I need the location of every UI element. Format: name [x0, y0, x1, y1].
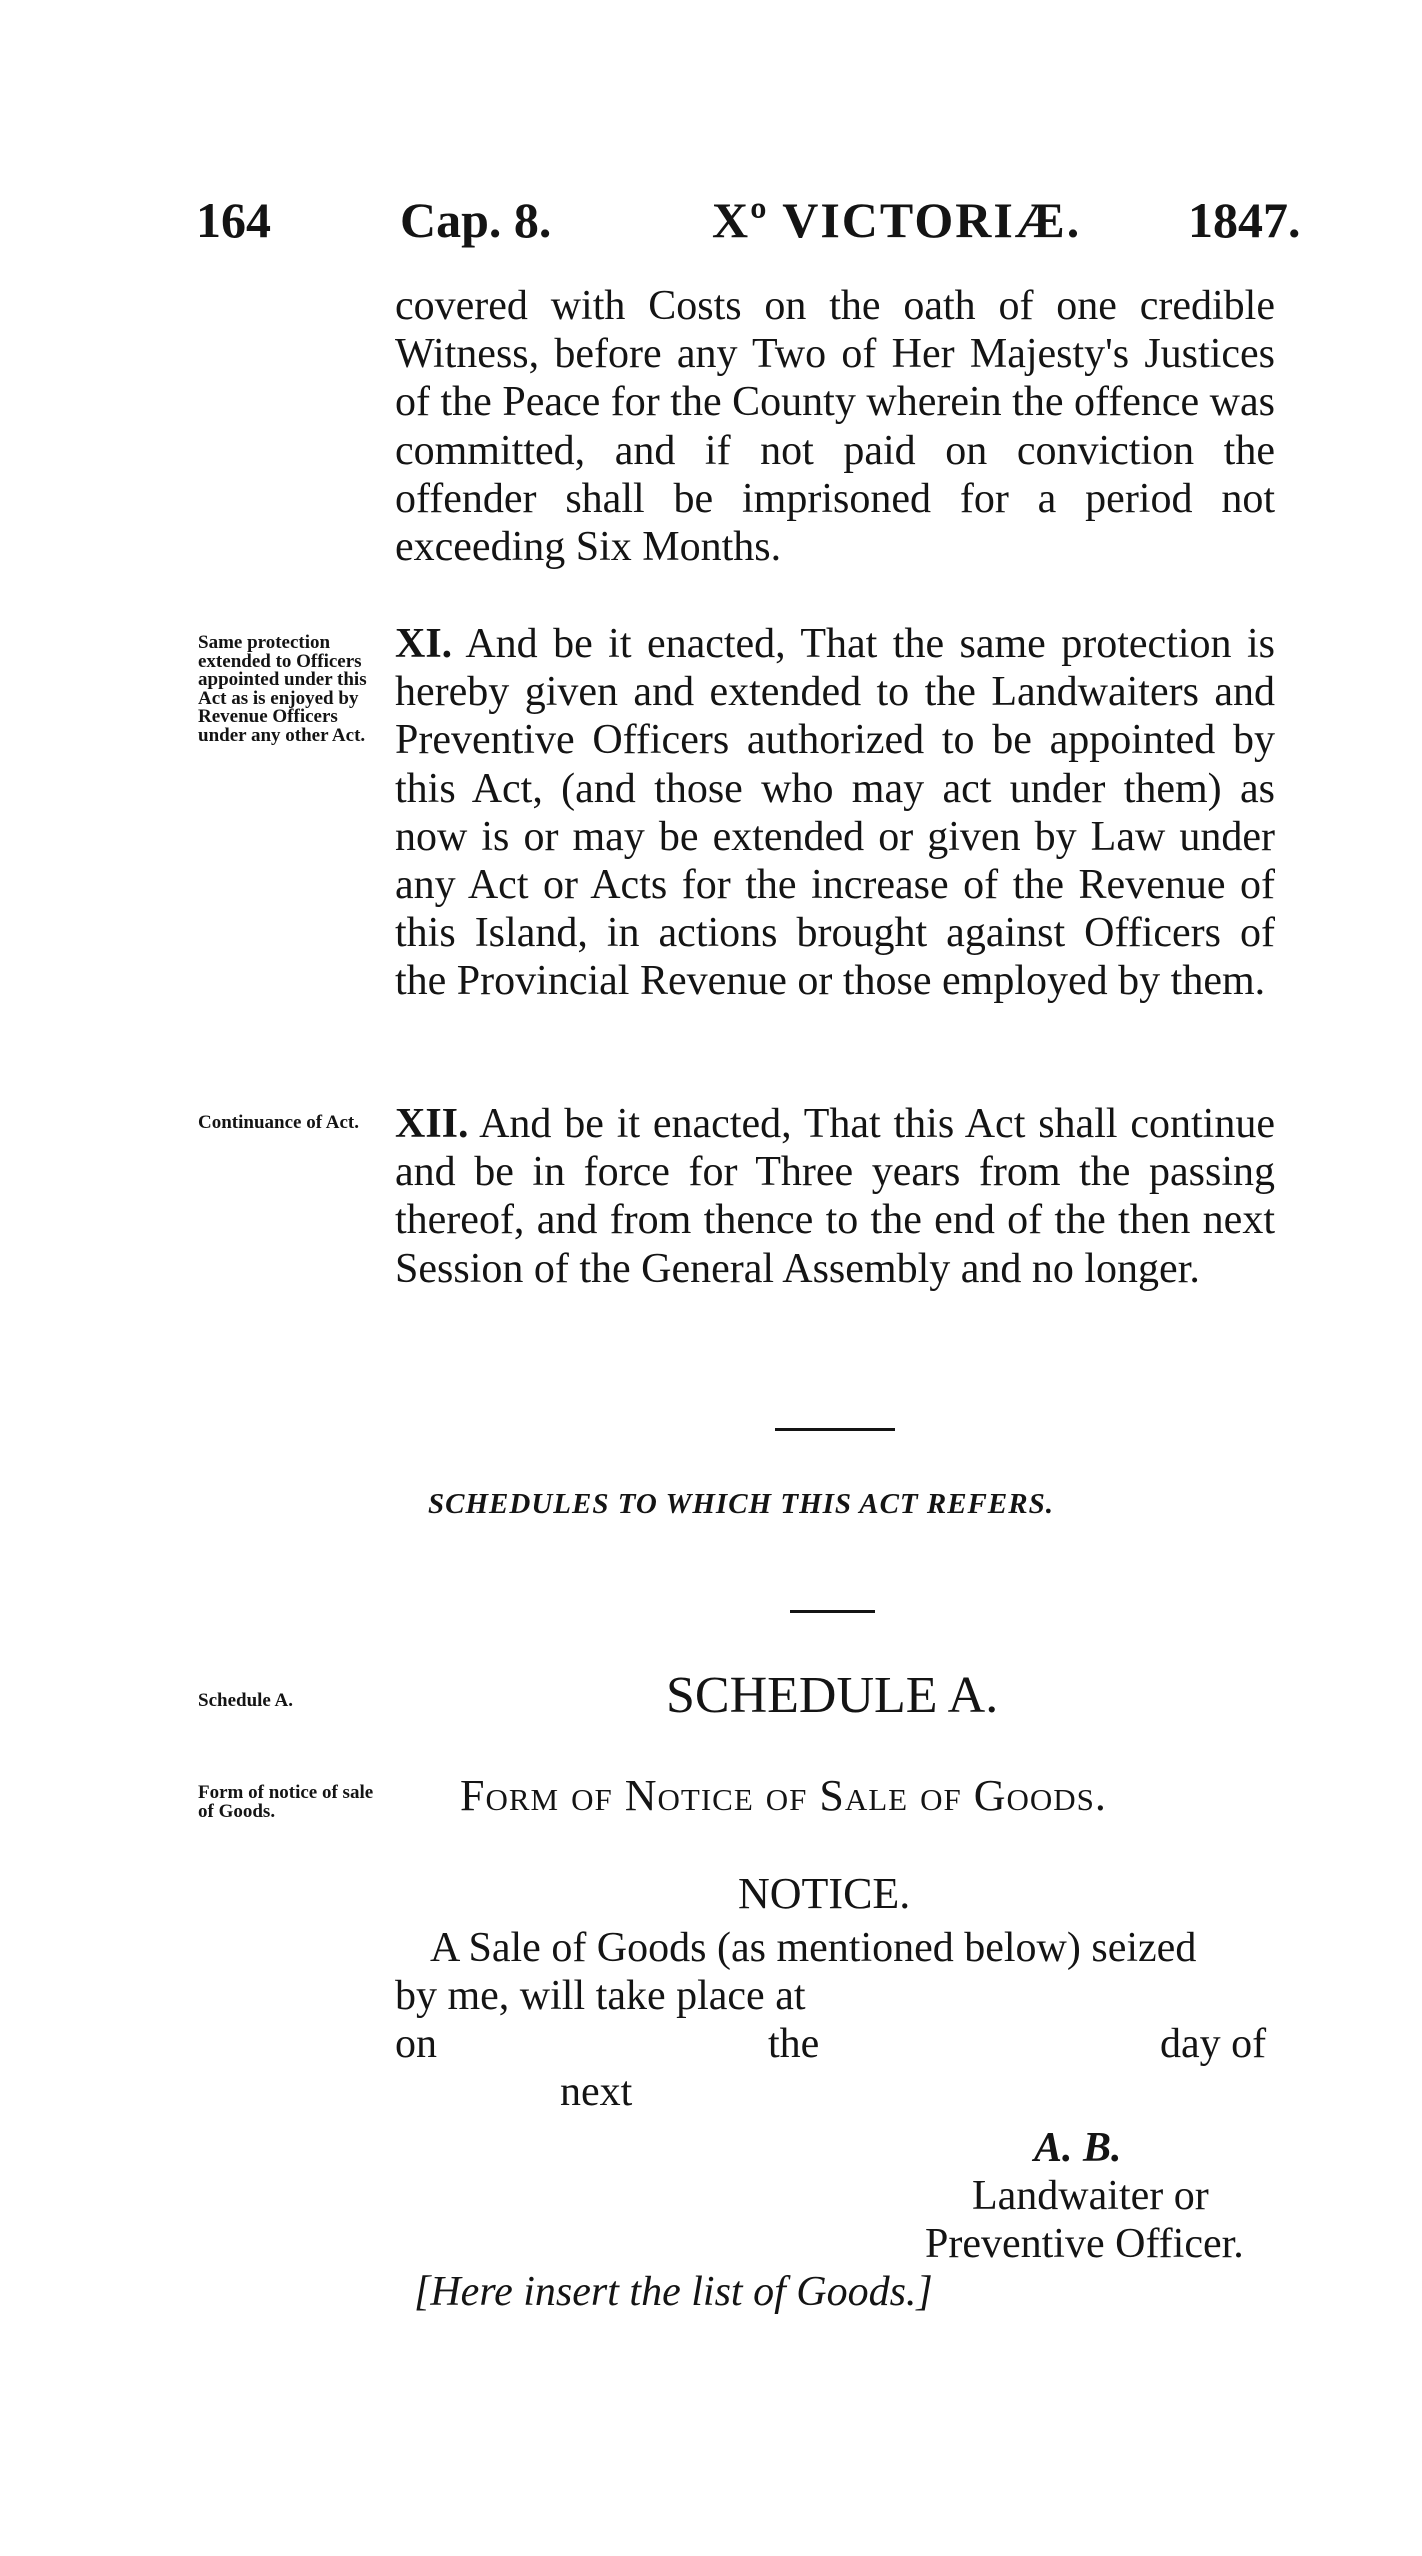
notice-line: by me, will take place at: [395, 1973, 806, 2019]
notice-word-day-of: day of: [1160, 2021, 1267, 2067]
section-xii-number: XII.: [395, 1101, 469, 1147]
notice-word-next: next: [560, 2069, 633, 2115]
margin-note-section-xii: Continuance of Act.: [198, 1112, 359, 1133]
margin-note-form-of-notice: Form of notice of sale of Goods.: [198, 1782, 374, 1822]
chapter-label: Cap. 8.: [400, 192, 552, 248]
section-xi-text: And be it enacted, That the same protection is hereby given and extended to the Landwaiters and Preventive Officers authorized to be appointed by this Act, (and those who may act under them) as now is or may be extended or given by Law under any Act or Acts for the increase of the Revenue of this Island, in actions brought against Officers of the Provincial Revenue or those employed by them.: [395, 621, 1275, 1005]
section-xi: [395, 620, 1275, 1006]
year-label: 1847.: [1188, 192, 1301, 248]
margin-note-section-xi: Same protection extended to Officers appointed under this Act as is enjoyed by Revenue Officers under any other Act.: [198, 632, 367, 746]
schedule-a-title: SCHEDULE A.: [666, 1667, 999, 1724]
section-xii: [395, 1100, 1275, 1293]
notice-title: NOTICE.: [738, 1869, 911, 1918]
margin-note-schedule-a: Schedule A.: [198, 1690, 294, 1711]
insert-goods-note: [Here insert the list of Goods.]: [414, 2269, 933, 2315]
section-xii-paragraph: [395, 1100, 1275, 1293]
section-xii-text: And be it enacted, That this Act shall continue and be in force for Three years from the passing thereof, and from thence to the end of the then next Session of the General Assembly and no longer.: [395, 1101, 1275, 1292]
signatory-role-line: Landwaiter or: [972, 2173, 1209, 2219]
page-number: 164: [196, 192, 271, 248]
schedules-heading: SCHEDULES TO WHICH THIS ACT REFERS.: [428, 1488, 1054, 1520]
notice-word-on: on: [395, 2021, 437, 2067]
notice-word-the: the: [768, 2021, 820, 2067]
continuation-paragraph: [395, 282, 1275, 571]
reign-label: Xº VICTORIÆ.: [712, 192, 1082, 248]
section-divider: [775, 1428, 895, 1431]
section-xi-number: XI.: [395, 621, 453, 667]
form-title: Form of Notice of Sale of Goods.: [460, 1771, 1107, 1820]
notice-line: A Sale of Goods (as mentioned below) seized: [430, 1925, 1197, 1971]
section-xi-paragraph: [395, 620, 1275, 1006]
continuation-text: covered with Costs on the oath of one credible Witness, before any Two of Her Majesty's Justices of the Peace for the County wherein the offence was committed, and if not paid on conviction the offender shall be imprisoned for a period not exceeding Six Months.: [395, 283, 1275, 571]
signatory-role-line: Preventive Officer.: [925, 2221, 1244, 2267]
signature: A. B.: [1034, 2125, 1122, 2171]
section-divider: [790, 1610, 875, 1613]
